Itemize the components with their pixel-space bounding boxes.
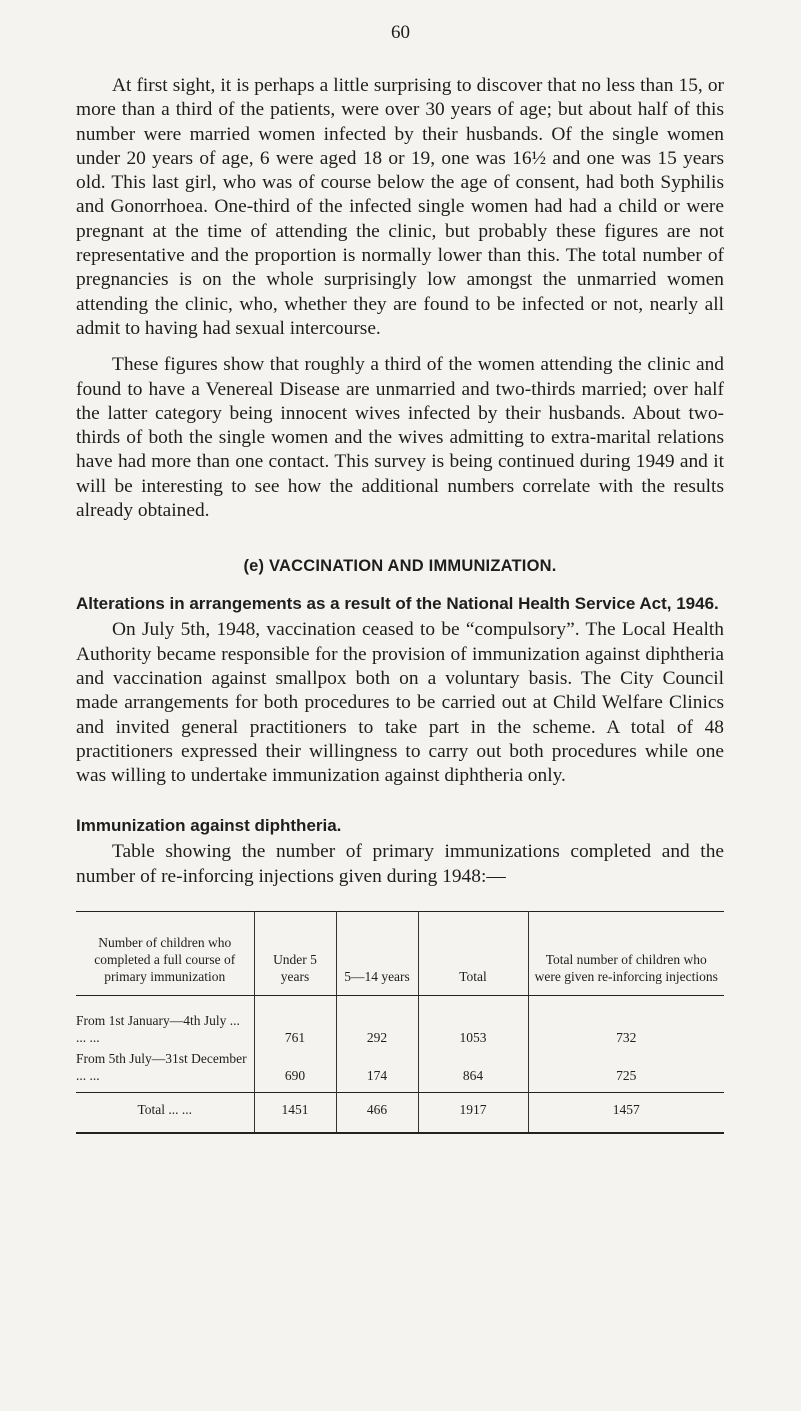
header-cell: Under 5 years [254,912,336,996]
paragraph-table-intro: Table showing the number of primary immunizations completed and the number of re-inforcing injections given during 1948:— [76,841,724,887]
page-content [76,74,724,1134]
table-total-row [76,1093,724,1134]
row-label: From 1st January—4th July ... ... ... [76,1013,240,1046]
section-heading: (e) VACCINATION AND IMMUNIZATION. [243,557,557,576]
total-cell: 1451 [254,1093,336,1134]
table-cell: 690 [254,1048,336,1093]
header-cell: Total [418,912,528,996]
table-row [76,996,724,1049]
page-number: 60 [391,22,410,43]
total-cell: 1457 [528,1093,724,1134]
table-cell: 864 [418,1048,528,1093]
subheading-alterations: Alterations in arrangements as a result of the National Health Service Act, 1946. [76,594,719,614]
paragraph-age-survey: At first sight, it is perhaps a little surprising to discover that no less than 15, or more than a third of the patients, were over 30 years of age; but about half of this number were married women infected by their husbands. Of the single women under 20 years of age, 6 were aged 18 or 19, one was 16½ and one was 15 years old. This last girl, who was of course below the age of consent, had both Syphilis and Gonorrhoea. One-third of the infected single women had had a child or were pregnant at the time of attending the clinic, but probably these figures are not representative and the proportion is normally lower than this. The total number of pregnancies is on the whole surprisingly low amongst the unmarried women attending the clinic, who, whether they are found to be infected or not, nearly all admit to having had sexual intercourse. [76,75,724,339]
table-cell: 174 [336,1048,418,1093]
total-cell: 1917 [418,1093,528,1134]
total-label: Total ... ... [76,1093,254,1134]
table-row [76,1048,724,1093]
immunization-table [76,911,724,1134]
header-cell: Number of children who completed a full course of primary immunization [76,912,254,996]
table-cell: 761 [254,996,336,1049]
paragraph-vaccination: On July 5th, 1948, vaccination ceased to be “compulsory”. The Local Health Authority became responsible for the provision of immunization against diphtheria and vaccination against smallpox both on a voluntary basis. The City Council made arrangements for both procedures to be carried out at Child Welfare Clinics and invited general practitioners to take part in the scheme. A total of 48 practitioners expressed their willingness to carry out both procedures while one was willing to undertake immunization against diphtheria only. [76,619,724,787]
subheading-immunization: Immunization against diphtheria. [76,816,342,836]
table-header-row [76,912,724,996]
row-label: From 5th July—31st December ... ... [76,1051,247,1084]
header-cell: 5—14 years [336,912,418,996]
header-cell: Total number of children who were given re-inforcing injections [528,912,724,996]
table-cell: 725 [528,1048,724,1093]
table-cell: 292 [336,996,418,1049]
table-cell: 732 [528,996,724,1049]
total-cell: 466 [336,1093,418,1134]
table-cell: 1053 [418,996,528,1049]
paragraph-survey-summary: These figures show that roughly a third of the women attending the clinic and found to have a Venereal Disease are unmarried and two-thirds married; over half the latter category being innocent wives infected by their husbands. About two-thirds of both the single women and the wives admitting to extra-marital relations have had more than one contact. This survey is being continued during 1949 and it will be interesting to see how the additional numbers correlate with the results already obtained. [76,354,724,522]
